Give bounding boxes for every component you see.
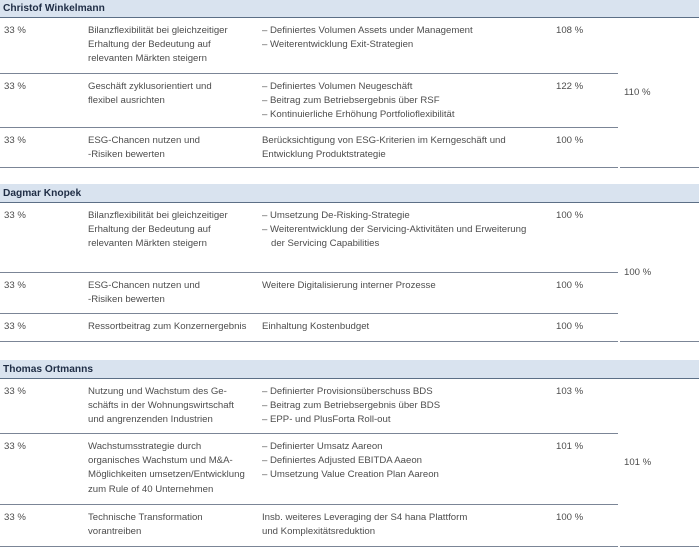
- goal-text: ESG-Chancen nutzen und -Risiken bewerten: [88, 280, 201, 306]
- weight-value: 33 %: [4, 280, 26, 291]
- weight-value: 33 %: [4, 81, 26, 92]
- weight-value: 33 %: [4, 25, 26, 36]
- weight-value: 33 %: [4, 210, 26, 221]
- person-name: Dagmar Knopek: [3, 187, 82, 199]
- goal-text: Wachstumsstrategie durch organisches Wachstum und M&A- Möglichkeiten umsetzen/Entwicklung zum Rule of 40 Unternehmen: [88, 441, 245, 495]
- goal-text: Technische Transformation vorantreiben: [88, 512, 203, 538]
- total-value: 110 %: [624, 87, 651, 98]
- section-header-knopek: [0, 184, 699, 203]
- kpi-list: – Definierter Umsatz Aareon – Definiertes Adjusted EBITDA Aaeon – Umsetzung Value Creation Plan Aareon: [262, 441, 439, 481]
- achievement-value: 101 %: [556, 441, 584, 452]
- kpi-list: Einhaltung Kostenbudget: [262, 321, 370, 332]
- kpi-list: Weitere Digitalisierung interner Prozesse: [262, 280, 436, 291]
- goal-text: Bilanzflexibilität bei gleichzeitiger Erhaltung der Bedeutung auf relevanten Märkten steigern: [88, 210, 228, 250]
- goal-text: Geschäft zyklusorientiert und flexibel ausrichten: [88, 81, 212, 107]
- kpi-list: – Definierter Provisionsüberschuss BDS – Beitrag zum Betriebsergebnis über BDS – EPP- und PlusForta Roll-out: [262, 386, 441, 426]
- table-row: [0, 203, 618, 273]
- goal-text: ESG-Chancen nutzen und -Risiken bewerten: [88, 135, 201, 161]
- kpi-list: – Definiertes Volumen Neugeschäft – Beitrag zum Betriebsergebnis über RSF – Kontinuierliche Erhöhung Portfolioflexibilität: [262, 81, 455, 121]
- achievement-value: 100 %: [556, 135, 584, 146]
- section-header-ortmanns: [0, 360, 699, 379]
- table-row: [0, 18, 618, 74]
- goal-text: Nutzung und Wachstum des Ge- schäfts in der Wohnungswirtschaft und angrenzenden Industrien: [88, 386, 234, 426]
- achievement-value: 103 %: [556, 386, 584, 397]
- achievement-value: 108 %: [556, 25, 584, 36]
- person-name: Thomas Ortmanns: [3, 363, 94, 375]
- total-achievement: [620, 203, 699, 342]
- table-row: [0, 314, 618, 342]
- weight-value: 33 %: [4, 386, 26, 397]
- person-name: Christof Winkelmann: [3, 3, 105, 14]
- total-achievement: [620, 379, 699, 547]
- table-row: [0, 273, 618, 314]
- section-header-winkelmann: [0, 0, 699, 18]
- achievement-value: 100 %: [556, 210, 584, 221]
- goal-text: Ressortbeitrag zum Konzernergebnis: [88, 321, 247, 332]
- weight-value: 33 %: [4, 512, 26, 523]
- table-row: [0, 505, 618, 547]
- kpi-list: Berücksichtigung von ESG-Kriterien im Kerngeschäft und Entwicklung Produktstrategie: [262, 135, 506, 161]
- total-achievement: [620, 18, 699, 168]
- table-row: [0, 128, 618, 168]
- weight-value: 33 %: [4, 441, 26, 452]
- weight-value: 33 %: [4, 321, 26, 332]
- weight-value: 33 %: [4, 135, 26, 146]
- kpi-list: – Definiertes Volumen Assets under Management – Weiterentwicklung Exit-Strategien: [262, 25, 473, 51]
- achievement-value: 100 %: [556, 512, 584, 523]
- kpi-list: – Umsetzung De-Risking-Strategie – Weiterentwicklung der Servicing-Aktivitäten und Erweiterung der Servicing Capabilities: [262, 210, 527, 250]
- achievement-value: 100 %: [556, 280, 584, 291]
- kpi-list: Insb. weiteres Leveraging der S4 hana Plattform und Komplexitätsreduktion: [262, 512, 468, 538]
- table-row: [0, 434, 618, 505]
- achievement-value: 100 %: [556, 321, 584, 332]
- table-row: [0, 379, 618, 434]
- total-value: 101 %: [624, 457, 652, 468]
- goal-text: Bilanzflexibilität bei gleichzeitiger Erhaltung der Bedeutung auf relevanten Märkten steigern: [88, 25, 228, 65]
- achievement-value: 122 %: [556, 81, 584, 92]
- table-row: [0, 74, 618, 128]
- total-value: 100 %: [624, 266, 652, 278]
